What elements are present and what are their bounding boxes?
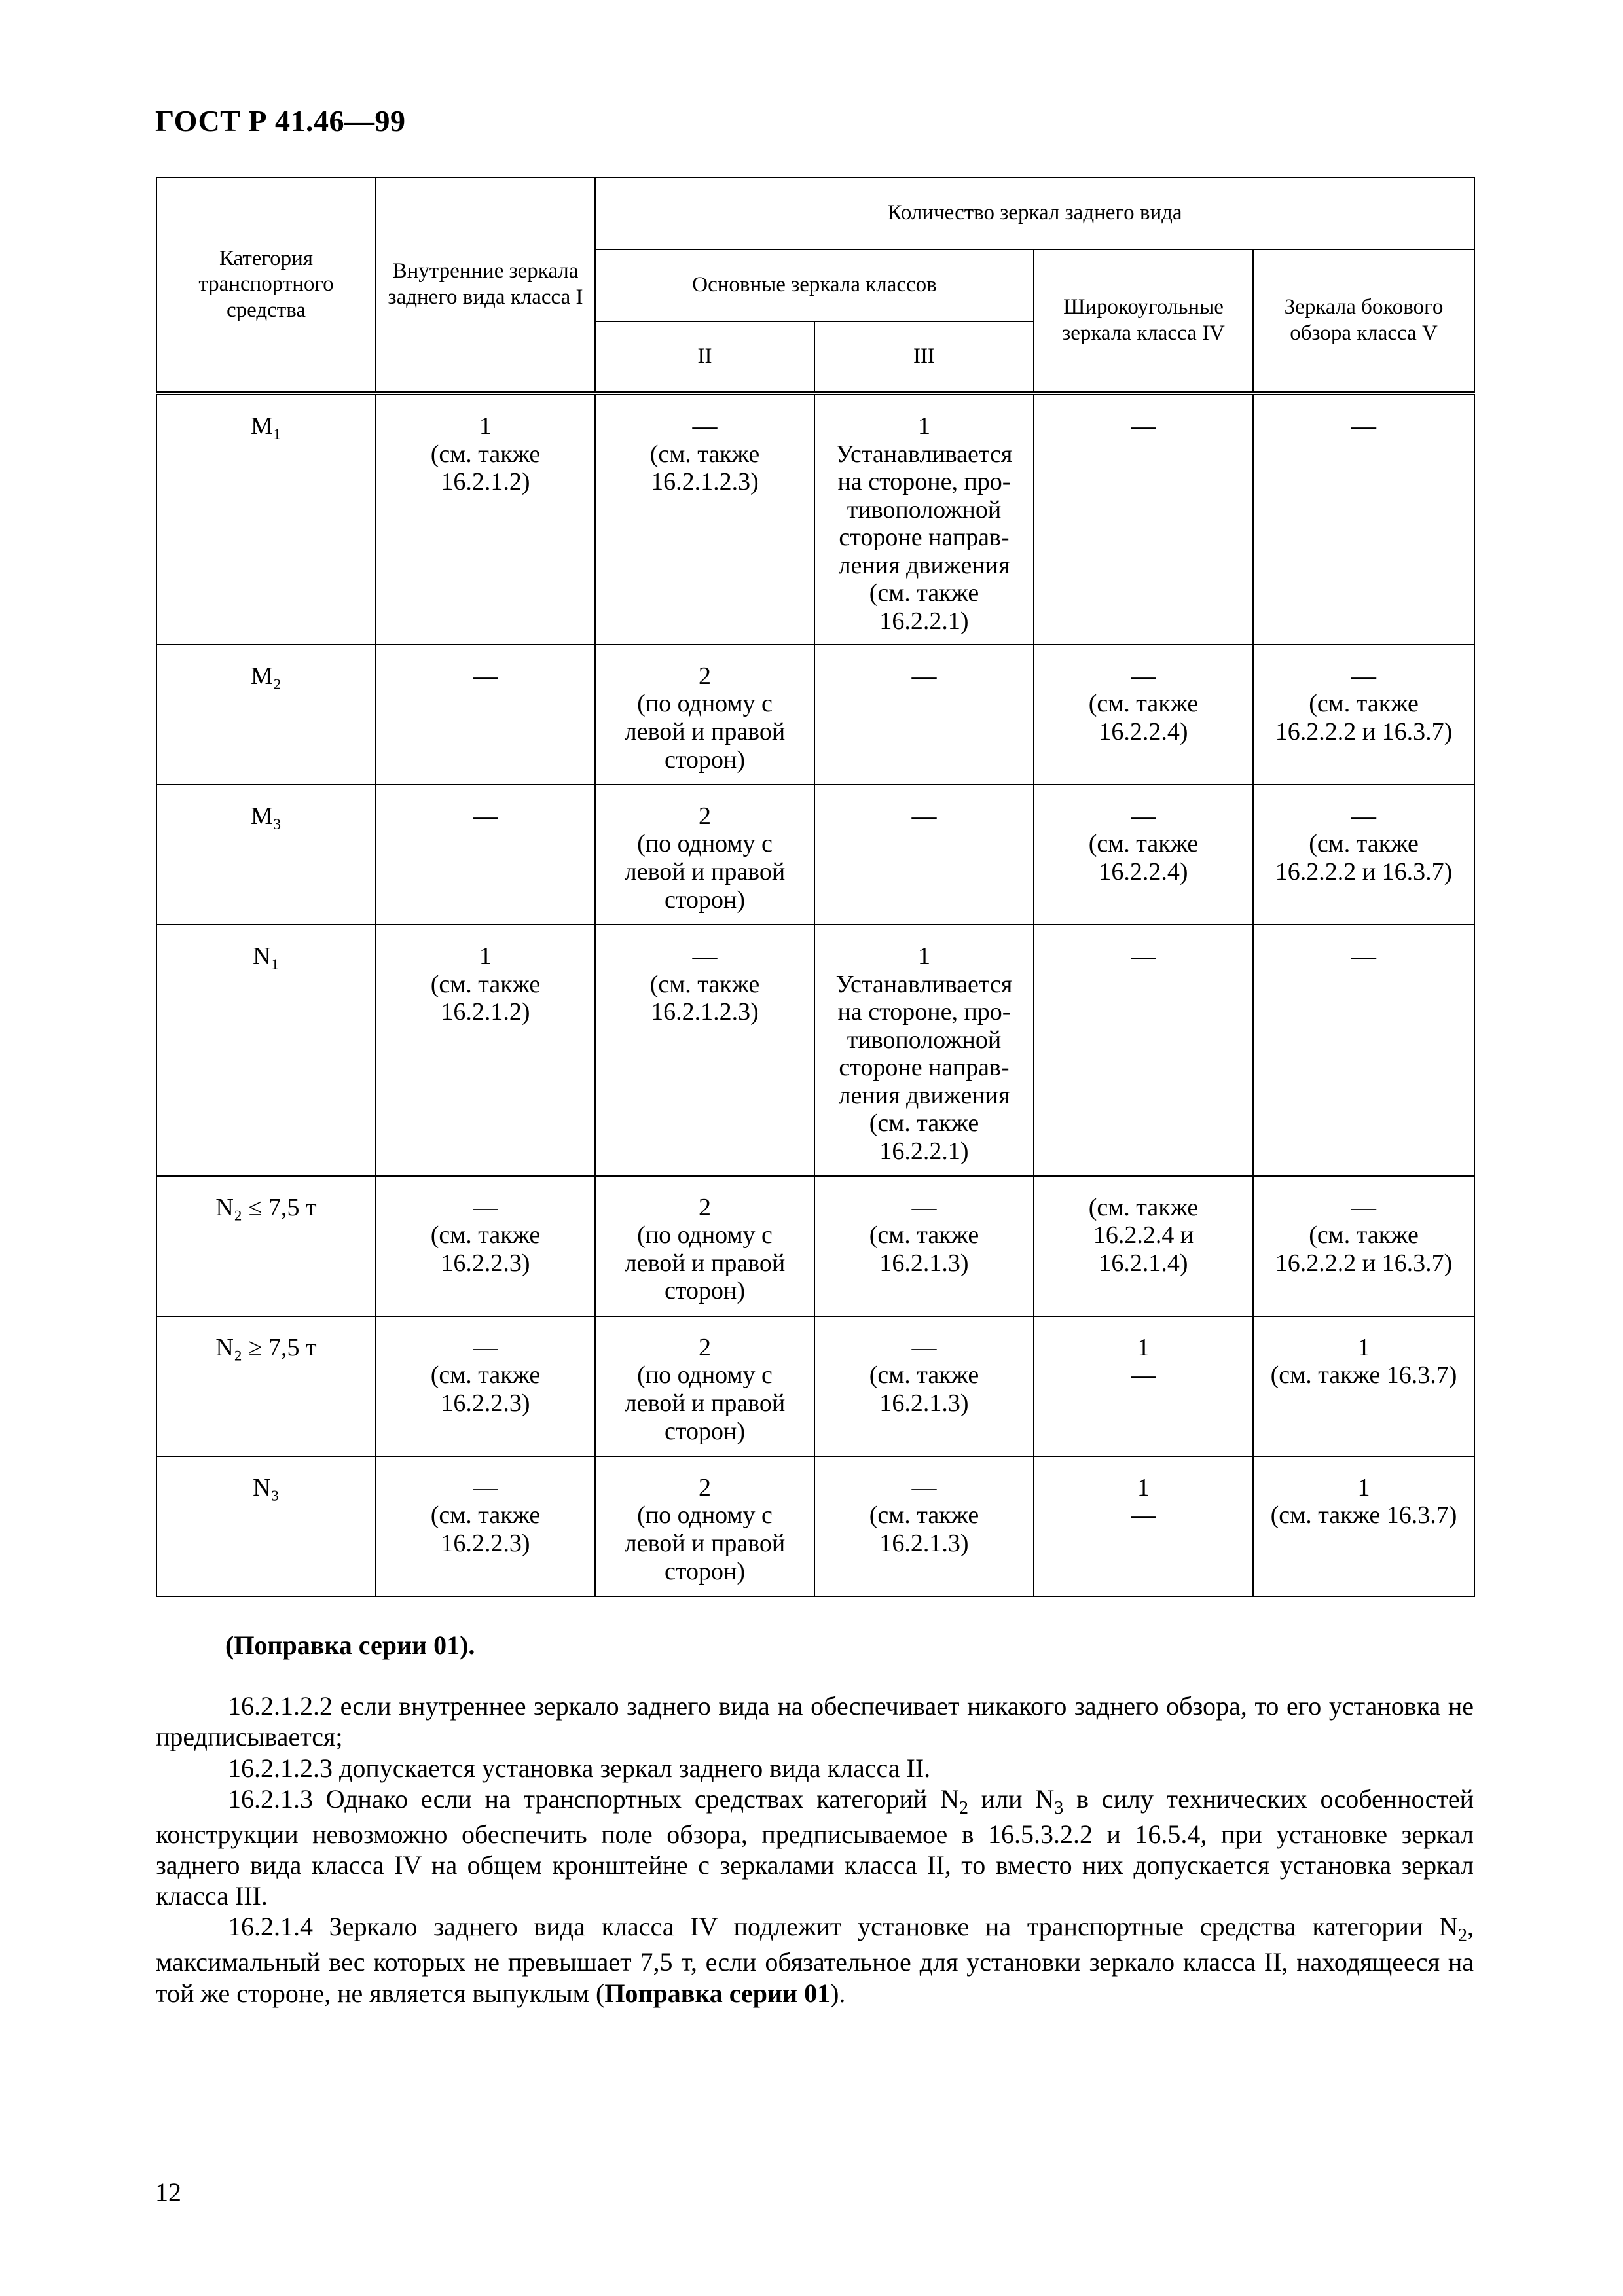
cell-line: —	[911, 1333, 937, 1361]
cell-line: 16.2.2.4)	[1099, 717, 1188, 745]
cell-line: 16.2.2.1)	[879, 1137, 969, 1165]
cell-line: левой и правой	[624, 1530, 786, 1558]
cell-internal	[376, 645, 595, 785]
cell-line: —	[1131, 1501, 1156, 1530]
cell-line: —	[1351, 802, 1377, 830]
cell-side	[1253, 393, 1474, 645]
table-row	[156, 1316, 1474, 1456]
header-internal: Внутренние зеркала заднего вида класса I	[376, 177, 595, 393]
cell-internal	[376, 393, 595, 645]
cell-line: (см. также	[1088, 690, 1199, 718]
cell-side	[1253, 785, 1474, 925]
cell-class-iii	[814, 1176, 1034, 1316]
cell-line: 16.2.2.2 и 16.3.7)	[1275, 858, 1453, 886]
cell-line: 16.2.1.2.3)	[651, 468, 759, 496]
cell-class-iii	[814, 393, 1034, 645]
cell-side	[1253, 1316, 1474, 1456]
cell-internal	[376, 1176, 595, 1316]
p3-part-a: 16.2.1.3 Однако если на транспортных средствах категорий N	[228, 1784, 959, 1814]
cell-wide	[1034, 1316, 1253, 1456]
cell-line: —	[1351, 412, 1377, 440]
cell-line: 16.2.1.2)	[441, 998, 530, 1026]
cell-line: (см. также	[430, 440, 541, 468]
p3-sub-1: 2	[959, 1797, 968, 1818]
cell-line: (см. также	[869, 1221, 979, 1249]
cell-category: N₁	[156, 925, 376, 1176]
cell-line: (см. также	[1088, 830, 1199, 858]
cell-line: 16.2.1.4)	[1099, 1249, 1188, 1277]
cell-line: —	[1131, 412, 1156, 440]
cell-line: 1	[918, 412, 930, 440]
cell-line: 2	[699, 1473, 711, 1501]
cell-line: 1	[1137, 1333, 1150, 1361]
cell-line: стороне направ-	[839, 524, 1010, 552]
cell-line: (см. также 16.3.7)	[1270, 1361, 1457, 1390]
cell-side	[1253, 1456, 1474, 1596]
cell-wide	[1034, 645, 1253, 785]
cell-line: 2	[699, 802, 711, 830]
cell-line: сторон)	[665, 1277, 745, 1305]
cell-category: M₃	[156, 785, 376, 925]
cell-side	[1253, 925, 1474, 1176]
cell-line: —	[911, 1473, 937, 1501]
paragraph-16-2-1-2-3: 16.2.1.2.3 допускается установка зеркал заднего вида класса II.	[228, 1753, 931, 1783]
paragraph-16-2-1-4	[156, 1911, 1474, 2008]
cell-line: ления движения	[838, 551, 1010, 579]
cell-category: N₂ ≤ 7,5 т	[156, 1176, 376, 1316]
cell-line: (см. также 16.3.7)	[1270, 1501, 1457, 1530]
page-number: 12	[155, 2178, 181, 2207]
cell-internal	[376, 1456, 595, 1596]
cell-class-ii	[595, 1316, 814, 1456]
cell-line: 16.2.2.2 и 16.3.7)	[1275, 717, 1453, 745]
cell-line: 16.2.2.4 и	[1093, 1221, 1194, 1249]
cell-line: (см. также	[1309, 830, 1419, 858]
cell-line: 2	[699, 662, 711, 690]
cell-line: —	[473, 1473, 498, 1501]
cell-line: —	[1131, 662, 1156, 690]
cell-line: на стороне, про-	[837, 468, 1011, 496]
cell-line: (см. также	[1309, 1221, 1419, 1249]
cell-line: 2	[699, 1333, 711, 1361]
cell-line: 16.2.1.2.3)	[651, 998, 759, 1026]
cell-line: 1	[479, 942, 492, 970]
cell-wide	[1034, 393, 1253, 645]
cell-line: левой и правой	[624, 1249, 786, 1277]
cell-category: M₂	[156, 645, 376, 785]
cell-line: —	[473, 1333, 498, 1361]
p4-sub: 2	[1458, 1926, 1467, 1946]
table-row	[156, 925, 1474, 1176]
cell-line: тивоположной	[847, 1026, 1002, 1054]
cell-line: тивоположной	[847, 495, 1002, 524]
header-wide-angle: Широкоугольные зеркала класса IV	[1034, 249, 1253, 393]
cell-line: 16.2.2.2 и 16.3.7)	[1275, 1249, 1453, 1277]
cell-class-ii	[595, 1456, 814, 1596]
cell-class-ii	[595, 645, 814, 785]
cell-line: —	[692, 942, 718, 970]
cell-line: сторон)	[665, 886, 745, 914]
cell-line: (см. также	[430, 970, 541, 998]
cell-class-ii	[595, 925, 814, 1176]
cell-line: ления движения	[838, 1081, 1010, 1109]
cell-line: 16.2.1.3)	[879, 1389, 969, 1417]
cell-line: 1	[1137, 1473, 1150, 1501]
cell-line: на стороне, про-	[837, 998, 1011, 1026]
mirrors-table	[156, 177, 1475, 1597]
p3-part-b: или N	[968, 1784, 1055, 1814]
cell-line: стороне направ-	[839, 1054, 1010, 1082]
cell-line: сторон)	[665, 1557, 745, 1585]
cell-line: (по одному с	[637, 1501, 773, 1530]
cell-line: —	[1351, 662, 1377, 690]
cell-category: N₂ ≥ 7,5 т	[156, 1316, 376, 1456]
cell-wide	[1034, 1176, 1253, 1316]
cell-line: 1	[479, 412, 492, 440]
cell-class-iii	[814, 1456, 1034, 1596]
cell-line: —	[911, 802, 937, 830]
table-row	[156, 645, 1474, 785]
cell-line: 1	[1357, 1473, 1370, 1501]
cell-class-iii	[814, 785, 1034, 925]
cell-line: Устанавливается	[835, 440, 1013, 468]
p4-part-c: ).	[830, 1978, 846, 2008]
body-text	[156, 1617, 1474, 2009]
cell-class-ii	[595, 1176, 814, 1316]
cell-line: —	[473, 802, 498, 830]
cell-line: 16.2.2.3)	[441, 1389, 530, 1417]
p3-sub-2: 3	[1054, 1797, 1064, 1818]
cell-line: (см. также	[649, 440, 760, 468]
cell-line: 16.2.2.1)	[879, 607, 969, 635]
cell-line: левой и правой	[624, 717, 786, 745]
header-main-mirrors: Основные зеркала классов	[595, 249, 1034, 321]
cell-line: —	[1351, 942, 1377, 970]
table-row	[156, 1456, 1474, 1596]
cell-wide	[1034, 1456, 1253, 1596]
paragraph-16-2-1-2-2: 16.2.1.2.2 если внутреннее зеркало заднего вида на обеспечивает никакого заднего обзора, то его установка не предписывается;	[156, 1691, 1474, 1752]
cell-line: (см. также	[869, 1501, 979, 1530]
cell-line: —	[473, 1193, 498, 1221]
cell-class-iii	[814, 1316, 1034, 1456]
p4-bold: Поправка серии 01	[604, 1978, 831, 2008]
header-class-ii: II	[595, 321, 814, 393]
cell-wide	[1034, 925, 1253, 1176]
cell-class-ii	[595, 393, 814, 645]
cell-line: (см. также	[869, 1109, 979, 1138]
header-side-view: Зеркала бокового обзора класса V	[1253, 249, 1474, 393]
cell-internal	[376, 785, 595, 925]
cell-line: (см. также	[869, 1361, 979, 1390]
cell-class-iii	[814, 645, 1034, 785]
cell-line: (по одному с	[637, 1221, 773, 1249]
document-header: ГОСТ Р 41.46—99	[155, 104, 406, 137]
cell-line: (см. также	[1309, 690, 1419, 718]
header-class-iii: III	[814, 321, 1034, 393]
cell-side	[1253, 1176, 1474, 1316]
header-quantity: Количество зеркал заднего вида	[595, 177, 1474, 249]
cell-internal	[376, 1316, 595, 1456]
cell-line: —	[473, 662, 498, 690]
cell-line: (по одному с	[637, 830, 773, 858]
cell-line: —	[911, 1193, 937, 1221]
cell-line: 1	[1357, 1333, 1370, 1361]
cell-line: 16.2.2.4)	[1099, 858, 1188, 886]
cell-line: 16.2.1.3)	[879, 1249, 969, 1277]
cell-line: —	[911, 662, 937, 690]
cell-line: —	[1131, 802, 1156, 830]
cell-line: 16.2.2.3)	[441, 1249, 530, 1277]
amendment-note: (Поправка серии 01).	[225, 1630, 475, 1660]
cell-line: (см. также	[649, 970, 760, 998]
table-row	[156, 1176, 1474, 1316]
cell-line: левой и правой	[624, 858, 786, 886]
cell-category: N₃	[156, 1456, 376, 1596]
cell-line: (по одному с	[637, 690, 773, 718]
cell-line: сторон)	[665, 1417, 745, 1445]
cell-internal	[376, 925, 595, 1176]
header-category: Категория транспортного средства	[156, 177, 376, 393]
cell-line: 16.2.1.2)	[441, 468, 530, 496]
cell-line: (см. также	[430, 1361, 541, 1390]
cell-line: —	[1131, 942, 1156, 970]
cell-line: 2	[699, 1193, 711, 1221]
cell-line: (см. также	[430, 1501, 541, 1530]
cell-line: Устанавливается	[835, 970, 1013, 998]
p4-part-b: , максимальный вес которых не превышает 7,5 т, если обязательное для установки зеркало класса II, находящееся на той же стороне, не является выпуклым (	[156, 1912, 1474, 2008]
cell-line: (см. также	[1088, 1193, 1199, 1221]
cell-line: левой и правой	[624, 1389, 786, 1417]
cell-line: сторон)	[665, 745, 745, 774]
table-row	[156, 393, 1474, 645]
cell-line: (см. также	[430, 1221, 541, 1249]
table-row	[156, 785, 1474, 925]
cell-category: M₁	[156, 393, 376, 645]
cell-line: 16.2.1.3)	[879, 1530, 969, 1558]
cell-line: —	[1351, 1193, 1377, 1221]
p4-part-a: 16.2.1.4 Зеркало заднего вида класса IV подлежит установке на транспортные средства категории N	[228, 1912, 1458, 1942]
cell-line: —	[1131, 1361, 1156, 1390]
cell-wide	[1034, 785, 1253, 925]
p3-part-c: в силу технических особенностей конструкции невозможно обеспечить поле обзора, предписываемое в 16.5.3.2.2 и 16.5.4, при установке зеркал заднего вида класса IV на общем кронштейне с зеркалами класса II, то вместо них допускается установка зеркал класса III.	[156, 1784, 1474, 1911]
cell-class-iii	[814, 925, 1034, 1176]
cell-line: 16.2.2.3)	[441, 1530, 530, 1558]
cell-line: (по одному с	[637, 1361, 773, 1390]
cell-side	[1253, 645, 1474, 785]
paragraph-16-2-1-3	[156, 1784, 1474, 1912]
cell-line: (см. также	[869, 579, 979, 607]
cell-class-ii	[595, 785, 814, 925]
cell-line: 1	[918, 942, 930, 970]
cell-line: —	[692, 412, 718, 440]
